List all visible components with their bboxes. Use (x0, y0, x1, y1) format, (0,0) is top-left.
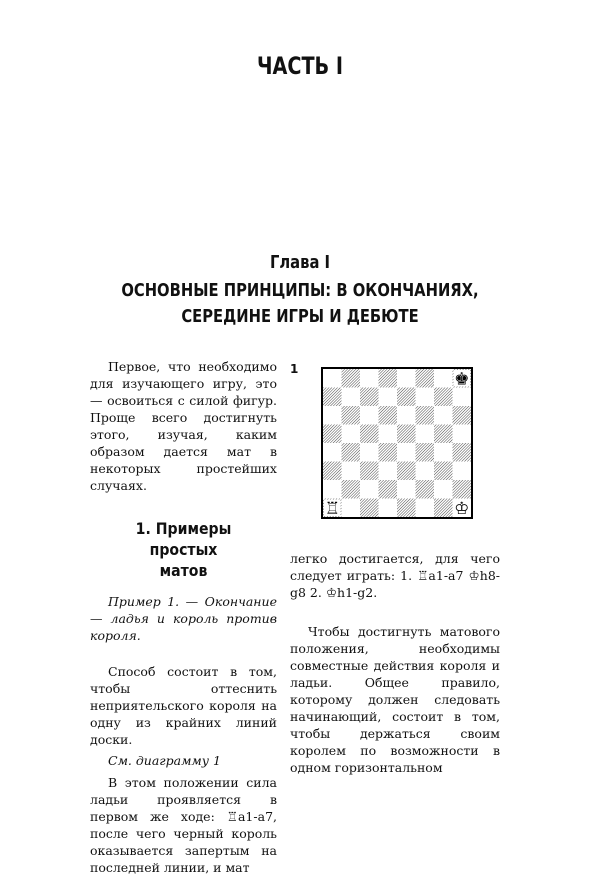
white-king-h1: ♔ (454, 498, 470, 519)
square-g5 (434, 425, 453, 444)
square-b5 (342, 425, 361, 444)
square-c2 (360, 480, 379, 499)
square-e7 (397, 388, 416, 407)
square-e8 (397, 369, 416, 388)
square-c3 (360, 462, 379, 481)
position-paragraph: В этом положении сила ладьи проявляется в первом же ходе: ♖a1-a7, после чего черный король оказывается запертым на последней линии, и мат (90, 775, 277, 875)
square-g6 (434, 406, 453, 425)
square-c8 (360, 369, 379, 388)
method-paragraph: Способ состоит в том, чтобы оттеснить неприятельского короля на одну из крайних линий доски. (90, 664, 277, 747)
chess-diagram (321, 367, 473, 519)
continuation-paragraph: легко достигается, для чего следует играть: 1. ♖a1-a7 ♔h8-g8 2. ♔h1-g2. (290, 551, 500, 600)
square-h6 (453, 406, 472, 425)
square-e2 (397, 480, 416, 499)
square-g1 (434, 499, 453, 518)
black-king-h8: ♚ (454, 369, 470, 390)
square-d4 (379, 443, 398, 462)
right-column (290, 550, 500, 776)
square-d6 (379, 406, 398, 425)
square-h7 (453, 388, 472, 407)
square-f3 (416, 462, 435, 481)
square-e6 (397, 406, 416, 425)
square-e5 (397, 425, 416, 444)
square-b2 (342, 480, 361, 499)
left-column (90, 358, 277, 876)
square-d8 (379, 369, 398, 388)
square-e1 (397, 499, 416, 518)
square-f4 (416, 443, 435, 462)
square-b6 (342, 406, 361, 425)
intro-paragraph: Первое, что необходимо для изучающего игру, это — освоиться с силой фигур. Проще всего достигнуть этого, изучая, каким образом дается мат в некоторых простейших случаях. (90, 359, 277, 493)
square-e3 (397, 462, 416, 481)
white-rook-a1: ♖ (324, 498, 340, 519)
board-squares (323, 369, 471, 517)
section-heading-line-2: матов (159, 561, 208, 580)
square-d2 (379, 480, 398, 499)
square-b1 (342, 499, 361, 518)
square-d5 (379, 425, 398, 444)
square-c7 (360, 388, 379, 407)
square-f6 (416, 406, 435, 425)
square-c6 (360, 406, 379, 425)
square-a4 (323, 443, 342, 462)
chapter-title-line-1: ОСНОВНЫЕ ПРИНЦИПЫ: В ОКОНЧАНИЯХ, (121, 280, 479, 301)
square-g7 (434, 388, 453, 407)
square-b8 (342, 369, 361, 388)
square-a6 (323, 406, 342, 425)
square-h5 (453, 425, 472, 444)
square-b4 (342, 443, 361, 462)
square-c5 (360, 425, 379, 444)
part-title: ЧАСТЬ I (256, 52, 344, 80)
square-c4 (360, 443, 379, 462)
square-f8 (416, 369, 435, 388)
square-a3 (323, 462, 342, 481)
square-b7 (342, 388, 361, 407)
example-paragraph: Пример 1. — Окончание — ладья и король против короля. (90, 594, 277, 643)
see-diagram-reference: См. диаграмму 1 (108, 753, 221, 768)
diagram-number: 1 (290, 362, 299, 376)
square-a7 (323, 388, 342, 407)
square-f7 (416, 388, 435, 407)
square-a8 (323, 369, 342, 388)
square-f5 (416, 425, 435, 444)
square-d1 (379, 499, 398, 518)
square-e4 (397, 443, 416, 462)
chapter-title-line-2: СЕРЕДИНЕ ИГРЫ И ДЕБЮТЕ (181, 306, 419, 327)
chapter-number: Глава I (269, 252, 331, 273)
section-heading-line-1: 1. Примеры простых (135, 519, 232, 559)
square-a2 (323, 480, 342, 499)
square-d7 (379, 388, 398, 407)
square-b3 (342, 462, 361, 481)
square-a5 (323, 425, 342, 444)
square-h4 (453, 443, 472, 462)
square-c1 (360, 499, 379, 518)
square-f1 (416, 499, 435, 518)
square-h2 (453, 480, 472, 499)
square-f2 (416, 480, 435, 499)
square-g3 (434, 462, 453, 481)
square-g8 (434, 369, 453, 388)
square-h3 (453, 462, 472, 481)
square-d3 (379, 462, 398, 481)
next-paragraph: Чтобы достигнуть матового положения, необходимы совместные действия короля и ладьи. Общее правило, которому должен следовать начинающий, состоит в том, чтобы держаться своим королем по возможности в одном горизонтальном (290, 624, 500, 775)
square-g2 (434, 480, 453, 499)
square-g4 (434, 443, 453, 462)
